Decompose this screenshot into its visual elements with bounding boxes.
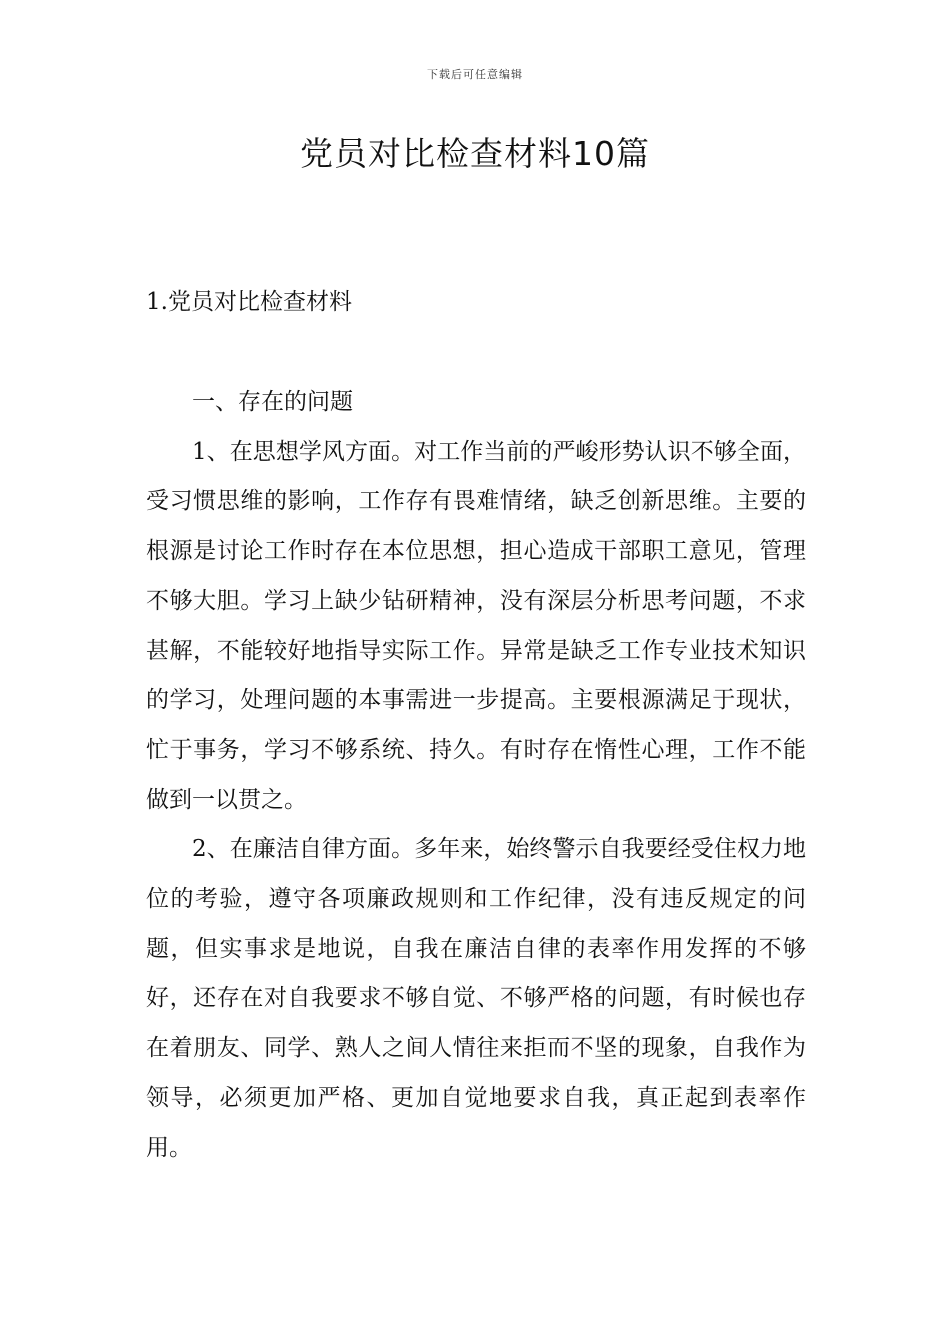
paragraph: 1、在思想学风方面。对工作当前的严峻形势认识不够全面，受习惯思维的影响，工作存有畏难情绪，缺乏创新思维。主要的根源是讨论工作时存在本位思想，担心造成干部职工意见，管理不够大胆。学习上缺少钻研精神，没有深层分析思考问题，不求甚解，不能较好地指导实际工作。异常是缺乏工作专业技术知识的学习，处理问题的本事需进一步提高。主要根源满足于现状，忙于事务，学习不够系统、持久。有时存在惰性心理，工作不能做到一以贯之。 xyxy=(146,438,806,813)
subsection-heading: 一、存在的问题 xyxy=(192,389,353,415)
paragraph: 2、在廉洁自律方面。多年来，始终警示自我要经受住权力地位的考验，遵守各项廉政规则和工作纪律，没有违反规定的问题，但实事求是地说，自我在廉洁自律的表率作用发挥的不够好，还存在对自我要求不够自觉、不够严格的问题，有时候也存在着朋友、同学、熟人之间人情往来拒而不坚的现象，自我作为领导，必须更加严格、更加自觉地要求自我，真正起到表率作用。 xyxy=(146,836,806,1161)
document-body xyxy=(146,378,806,1173)
document-title: 党员对比检查材料10篇 xyxy=(300,134,650,173)
section-heading: 1.党员对比检查材料 xyxy=(146,289,352,315)
header-note: 下载后可任意编辑 xyxy=(427,68,523,81)
